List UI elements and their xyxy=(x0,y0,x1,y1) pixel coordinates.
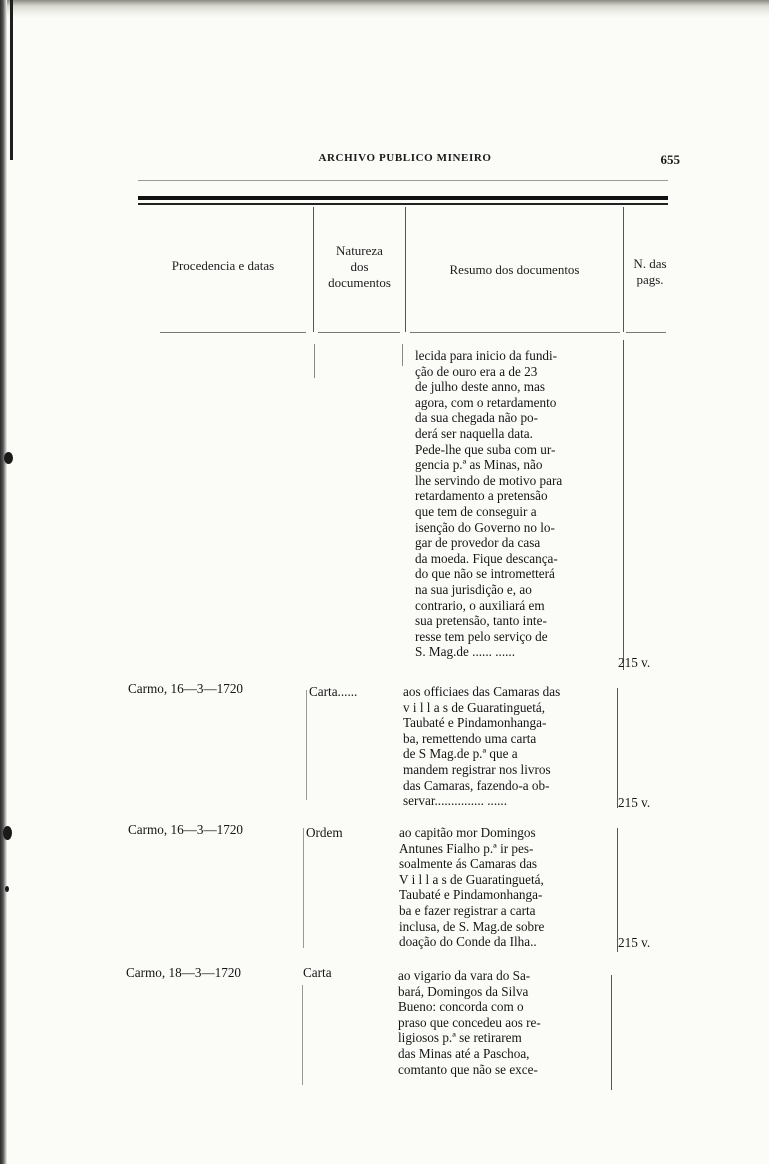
summary-cell: aos officiaes das Camaras das v i l l a s de Guaratinguetá, Taubaté e Pindamonhanga- ba, remettendo uma carta de S Mag.de p.ª que a mandem registrar nos livros das Camaras, fazendo-a ob- servar............... ...... xyxy=(403,684,561,809)
page-left-edge xyxy=(0,0,7,1164)
procedencia-cell: Carmo, 16—3—1720 xyxy=(128,822,244,837)
procedencia-cell: Carmo, 18—3—1720 xyxy=(126,965,242,980)
page-reference: 215 v. xyxy=(618,795,651,810)
summary-continuation: lecida para inicio da fundi- ção de ouro era a de 23 de julho deste anno, mas agora, com o retardamento da sua chegada não po- derá ser naquella data. Pede-lhe que suba com ur- gencia p.ª as Minas, não lhe servindo de motivo para retardamento a pretensão que tem de conseguir a isenção do Governo no lo- gar de provedor da casa da moeda. Fique descança- do que não se intrometterá na sua jurisdição e, ao contrario, o auxiliará em sua pretensão, tanto inte- resse tem pelo serviço de S. Mag.de ...... ...... xyxy=(415,348,563,660)
column-divider xyxy=(302,985,303,1085)
column-divider xyxy=(623,340,624,670)
table-top-rule xyxy=(138,196,668,200)
column-header-resumo: Resumo dos documentos xyxy=(449,262,580,277)
table-top-rule-secondary xyxy=(138,203,668,205)
header-bottom-rule xyxy=(410,332,620,333)
column-divider xyxy=(617,688,618,808)
column-divider xyxy=(303,828,304,948)
header-bottom-rule xyxy=(626,332,666,333)
natureza-cell: Carta xyxy=(303,965,332,980)
header-rule xyxy=(138,180,668,181)
column-divider xyxy=(402,344,403,366)
column-divider xyxy=(306,690,307,800)
binding-mark xyxy=(10,0,13,160)
procedencia-cell: Carmo, 16—3—1720 xyxy=(128,681,244,696)
column-divider xyxy=(611,975,612,1090)
column-divider xyxy=(314,344,315,378)
header-bottom-rule xyxy=(160,332,306,333)
column-divider xyxy=(617,828,618,952)
running-header-title: ARCHIVO PUBLICO MINEIRO xyxy=(318,152,492,164)
column-header-natureza: Natureza dos documentos xyxy=(328,243,391,290)
summary-cell: ao vigario da vara do Sa- bará, Domingos da Silva Bueno: concorda com o praso que concedeu aos re- ligiosos p.ª se retirarem das Minas até a Paschoa, comtanto que não se exce- xyxy=(398,968,541,1077)
summary-cell: ao capitão mor Domingos Antunes Fialho p.ª ir pes- soalmente ás Camaras das V i l l a s de Guaratinguetá, Taubaté e Pindamonhanga- ba e fazer registrar a carta inclusa, de S. Mag.de sobre doação do Conde da Ilha.. xyxy=(399,825,545,950)
natureza-cell: Carta...... xyxy=(309,684,358,699)
natureza-cell: Ordem xyxy=(306,825,343,840)
column-header-procedencia: Procedencia e datas xyxy=(171,258,275,273)
page-reference: 215 v. xyxy=(618,935,651,950)
column-header-pages: N. das pags. xyxy=(633,256,667,287)
header-bottom-rule xyxy=(318,332,400,333)
margin-mark xyxy=(3,826,12,840)
margin-mark xyxy=(4,452,13,464)
page-reference: 215 v. xyxy=(618,655,651,670)
margin-mark xyxy=(5,886,9,892)
page-top-edge xyxy=(0,0,769,18)
page-number: 655 xyxy=(660,152,680,167)
